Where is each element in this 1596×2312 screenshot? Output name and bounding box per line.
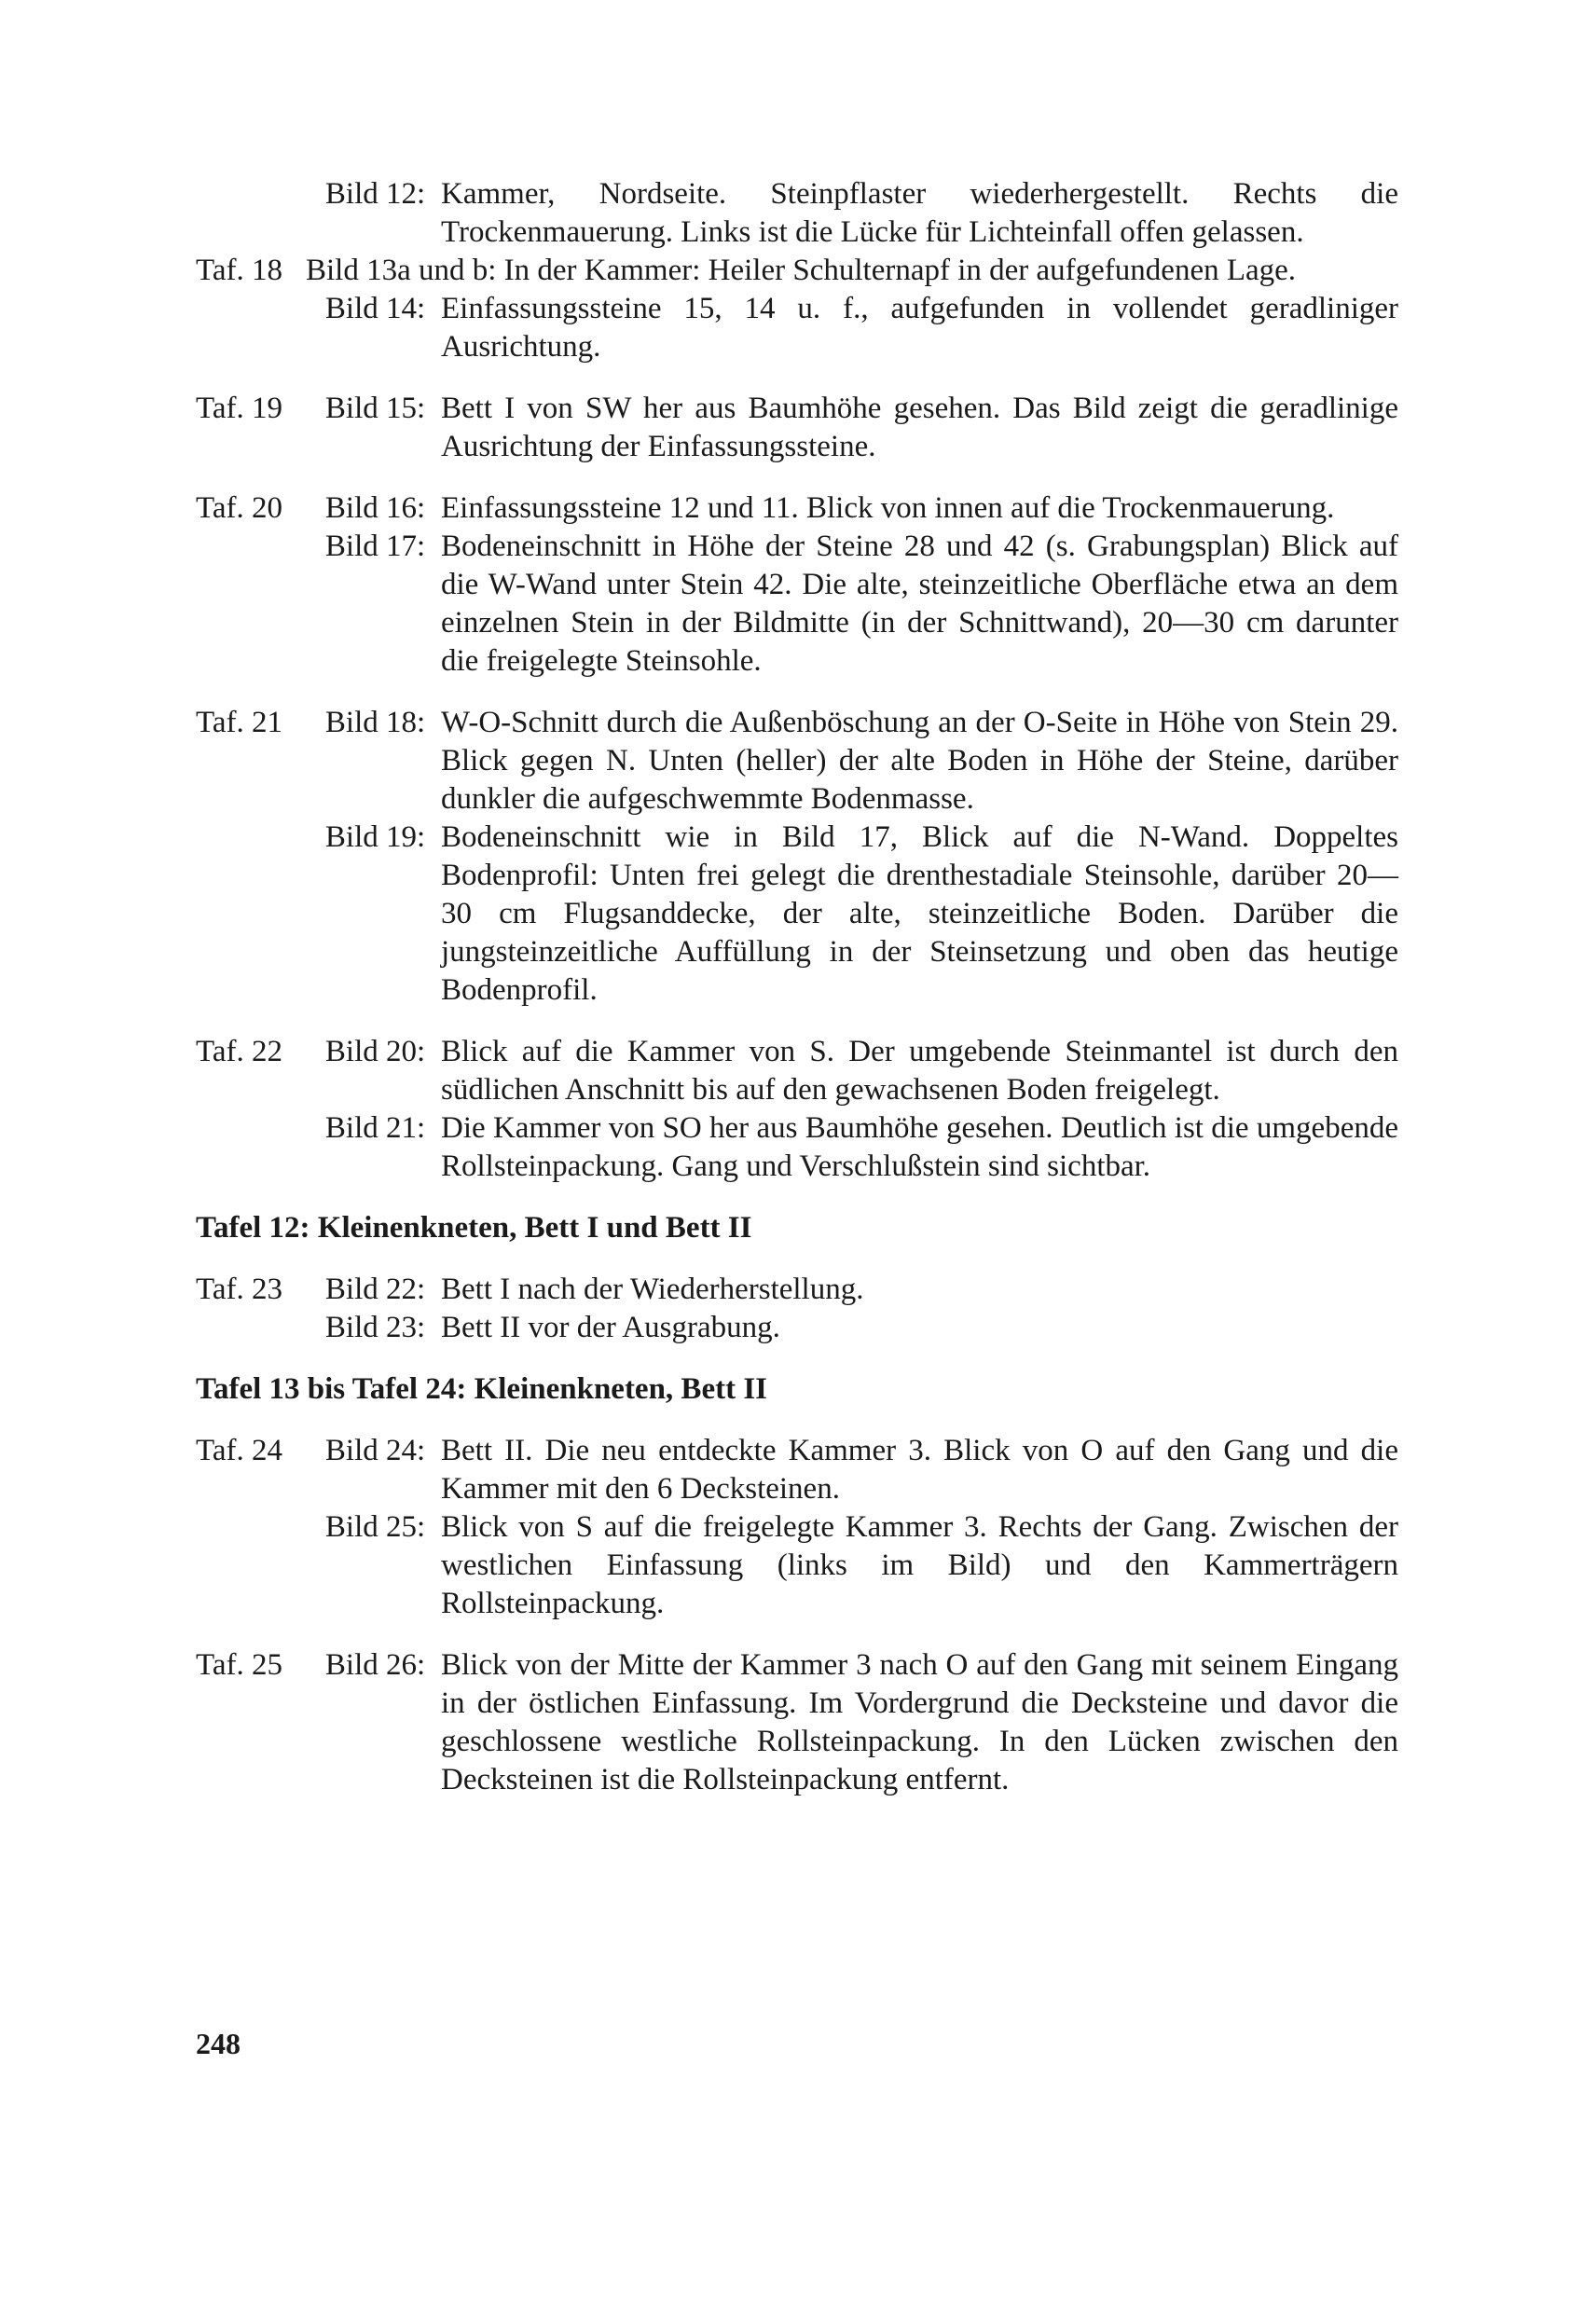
figure-label — [306, 1033, 441, 1109]
caption-entry — [196, 1646, 1398, 1799]
caption-entry — [196, 175, 1398, 252]
caption-text: Blick auf die Kammer von S. Der umgebende Steinmantel ist durch den südlichen Anschnitt bis auf den gewachsenen Boden freigelegt. — [441, 1035, 1398, 1107]
caption-entry — [196, 1033, 1398, 1109]
caption-text: Die Kammer von SO her aus Baumhöhe gesehen. Deutlich ist die umgebende Rollsteinpackung. Gang und Verschlußstein sind sichtbar. — [441, 1111, 1398, 1183]
caption-text: Kammer, Nordseite. Steinpflaster wiederhergestellt. Rechts die Trockenmauerung. Links ist die Lücke für Lichteinfall offen gelassen. — [441, 177, 1398, 249]
figure-number: Bild 21 — [324, 1111, 417, 1145]
figure-number: Bild 15 — [324, 392, 417, 425]
figure-label — [306, 290, 441, 366]
plate-number: Taf. 25 — [196, 1648, 282, 1682]
plate-number — [196, 175, 306, 252]
figure-label — [306, 175, 441, 252]
caption-entry — [196, 704, 1398, 819]
figure-label — [306, 489, 441, 528]
figure-colon: : — [417, 177, 426, 211]
plate-number: Taf. 20 — [196, 491, 282, 525]
caption-entry — [196, 1109, 1398, 1186]
plate-caption-list — [196, 175, 1398, 1799]
plate-number — [196, 1508, 306, 1623]
plate-number: Taf. 24 — [196, 1434, 282, 1467]
figure-number: Bild 20 — [324, 1035, 417, 1068]
figure-label — [306, 1309, 441, 1347]
plate-number — [196, 819, 306, 1010]
caption-text: Blick von S auf die freigelegte Kammer 3. Rechts der Gang. Zwischen der westlichen Einfassung (links im Bild) und den Kammerträgern Rollsteinpackung. — [441, 1510, 1398, 1620]
figure-label — [306, 1508, 441, 1623]
caption-text: Einfassungssteine 15, 14 u. f., aufgefunden in vollendet geradliniger Ausrichtung. — [441, 292, 1398, 364]
caption-entry — [196, 1309, 1398, 1347]
figure-number: Bild 22 — [324, 1273, 417, 1306]
figure-colon: : — [417, 706, 426, 739]
figure-label — [306, 819, 441, 1010]
figure-colon: : — [417, 1035, 426, 1068]
plate-number: Taf. 21 — [196, 706, 282, 739]
figure-colon: : — [417, 1273, 426, 1306]
caption-text: Bild 13a und b: In der Kammer: Heiler Schulternapf in der aufgefundenen Lage. — [306, 254, 1297, 287]
plate-number: Taf. 19 — [196, 392, 282, 425]
figure-number: Bild 19 — [324, 820, 417, 854]
figure-colon: : — [417, 392, 426, 425]
plate-number: Taf. 22 — [196, 1035, 282, 1068]
caption-text: Bodeneinschnitt wie in Bild 17, Blick auf die N-Wand. Doppeltes Bodenprofil: Unten frei gelegt die drenthestadiale Steinsohle, darüber 20—30 cm Flugsanddecke, der alte, steinzeitliche Boden. Darüber die jungsteinzeitliche Auffüllung in der Steinsetzung und oben das heutige Bodenprofil. — [441, 820, 1398, 1007]
caption-entry — [196, 252, 1398, 290]
plate-number — [196, 1309, 306, 1347]
figure-number: Bild 23 — [324, 1311, 417, 1344]
figure-number: Bild 25 — [324, 1510, 417, 1544]
figure-number: Bild 12 — [324, 177, 417, 211]
figure-number: Bild 26 — [324, 1648, 417, 1682]
caption-text: Bett I von SW her aus Baumhöhe gesehen. Das Bild zeigt die geradlinige Ausrichtung der Einfassungssteine. — [441, 392, 1398, 463]
section-heading: Tafel 12: Kleinenkneten, Bett I und Bett II — [196, 1211, 752, 1245]
caption-entry — [196, 489, 1398, 528]
figure-label — [306, 1109, 441, 1186]
caption-text: Bett I nach der Wiederherstellung. — [441, 1273, 864, 1306]
figure-label — [306, 1646, 441, 1799]
figure-label — [306, 528, 441, 681]
figure-label — [306, 1432, 441, 1508]
page-number: 248 — [196, 2027, 241, 2060]
figure-colon: : — [417, 1434, 426, 1467]
caption-text: Bett II. Die neu entdeckte Kammer 3. Blick von O auf den Gang und die Kammer mit den 6 Decksteinen. — [441, 1434, 1398, 1506]
figure-label — [306, 704, 441, 819]
caption-entry — [196, 528, 1398, 681]
figure-number: Bild 24 — [324, 1434, 417, 1467]
figure-colon: : — [417, 292, 426, 325]
figure-colon: : — [417, 1648, 426, 1682]
caption-text: Einfassungssteine 12 und 11. Blick von innen auf die Trockenmauerung. — [441, 491, 1335, 525]
figure-colon: : — [417, 491, 426, 525]
figure-label — [306, 1271, 441, 1309]
figure-number: Bild 16 — [324, 491, 417, 525]
plate-number — [196, 528, 306, 681]
caption-text: Bodeneinschnitt in Höhe der Steine 28 und 42 (s. Grabungsplan) Blick auf die W-Wand unter Stein 42. Die alte, steinzeitliche Oberfläche etwa an dem einzelnen Stein in der Bildmitte (in der Schnittwand), 20—30 cm darunter die freigelegte Steinsohle. — [441, 530, 1398, 678]
caption-text: Blick von der Mitte der Kammer 3 nach O auf den Gang mit seinem Eingang in der östlichen Einfassung. Im Vordergrund die Decksteine und davor die geschlossene westliche Rollsteinpackung. In den Lücken zwischen den Decksteinen ist die Rollsteinpackung entfernt. — [441, 1648, 1398, 1796]
figure-label — [306, 390, 441, 466]
figure-colon: : — [417, 820, 426, 854]
caption-entry — [196, 290, 1398, 366]
figure-colon: : — [417, 1111, 426, 1145]
caption-text: W-O-Schnitt durch die Außenböschung an der O-Seite in Höhe von Stein 29. Blick gegen N. Unten (heller) der alte Boden in Höhe der Steine, darüber dunkler die aufgeschwemmte Bodenmasse. — [441, 706, 1398, 816]
figure-number: Bild 14 — [324, 292, 417, 325]
figure-colon: : — [417, 1311, 426, 1344]
caption-entry — [196, 1271, 1398, 1309]
caption-text: Bett II vor der Ausgrabung. — [441, 1311, 780, 1344]
figure-number: Bild 18 — [324, 706, 417, 739]
caption-entry — [196, 390, 1398, 466]
caption-entry — [196, 1432, 1398, 1508]
figure-colon: : — [417, 1510, 426, 1544]
plate-number: Taf. 18 — [196, 254, 282, 287]
section-heading: Tafel 13 bis Tafel 24: Kleinenkneten, Bett II — [196, 1372, 767, 1406]
plate-number: Taf. 23 — [196, 1273, 282, 1306]
plate-number — [196, 290, 306, 366]
figure-number: Bild 17 — [324, 530, 417, 563]
caption-entry — [196, 1508, 1398, 1623]
plate-number — [196, 1109, 306, 1186]
caption-entry — [196, 819, 1398, 1010]
figure-colon: : — [417, 530, 426, 563]
